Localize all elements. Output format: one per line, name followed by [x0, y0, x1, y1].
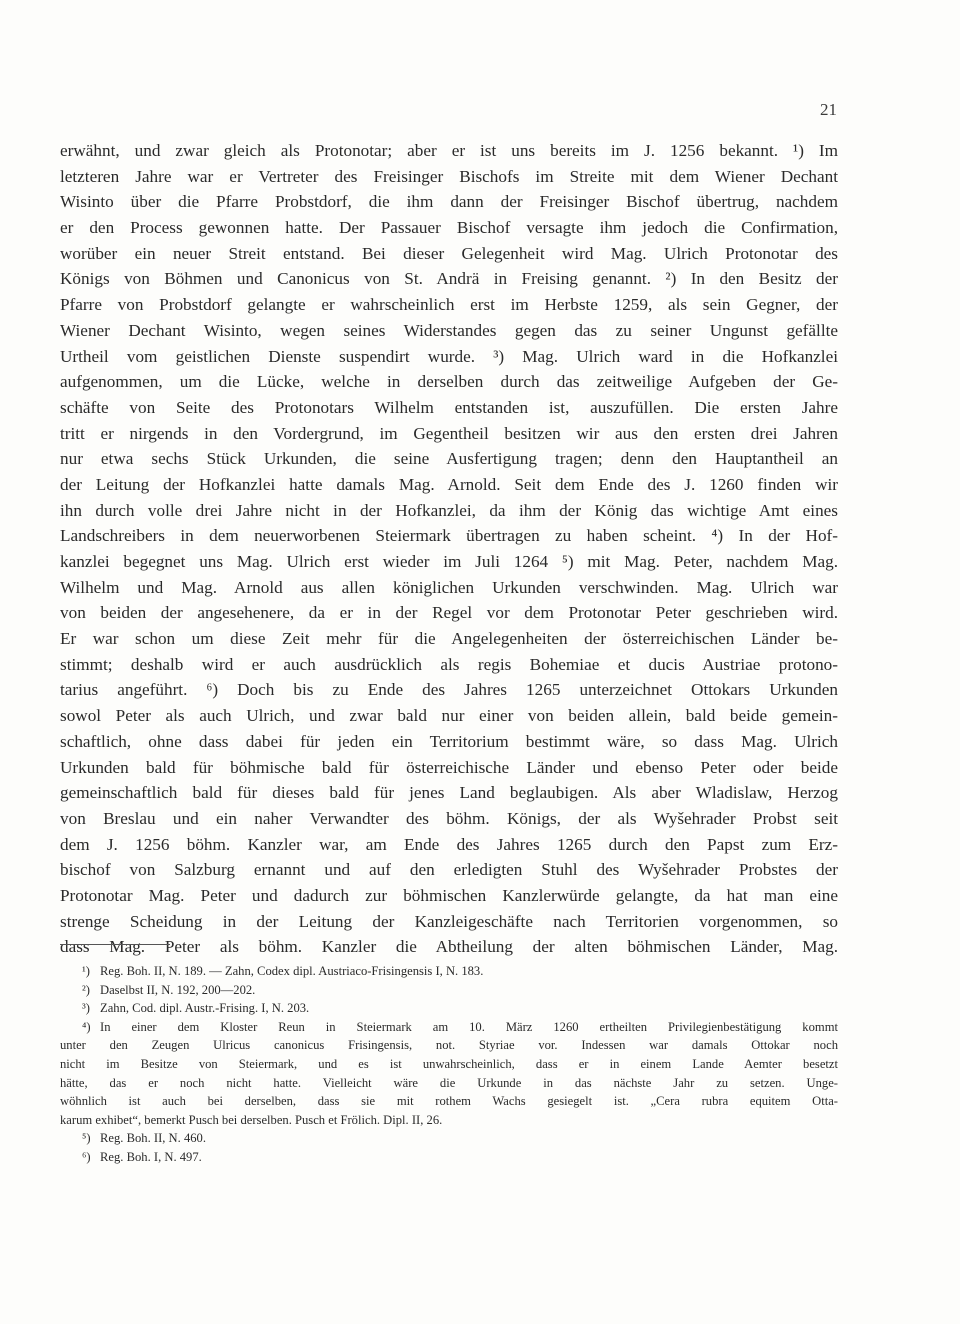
text-line: aufgenommen, um die Lücke, welche in derselben durch das zeitweilige Aufgeben der Ge-: [60, 372, 838, 392]
text-line: Pfarre von Probstdorf gelangte er wahrscheinlich erst im Herbste 1259, als sein Gegner, der: [60, 295, 838, 315]
footnote-item: [60, 981, 838, 1000]
footnote-text: In einer dem Kloster Reun in Steiermark am 10. März 1260 ertheilten Privilegienbestätigung kommt: [100, 1019, 838, 1034]
footnote-text: Reg. Boh. I, N. 497.: [100, 1149, 202, 1164]
text-line: letzteren Jahre war er Vertreter des Freisinger Bischofs im Streite mit dem Wiener Dechant: [60, 166, 838, 186]
footnote-text: Reg. Boh. II, N. 189. — Zahn, Codex dipl. Austriaco-Frisingensis I, N. 183.: [100, 964, 484, 978]
text-line: der Leitung der Hofkanzlei hatte damals Mag. Arnold. Seit dem Ende des J. 1260 finden wir: [60, 474, 838, 494]
text-line: Protonotar Mag. Peter und dadurch zur böhmischen Kanzlerwürde gelangte, da hat man eine: [60, 885, 838, 905]
footnote-item: [60, 1129, 838, 1148]
text-line: ihn durch volle drei Jahre nicht in der Hofkanzlei, da ihm der König das wichtige Amt eines: [60, 500, 838, 520]
footnote-continuation: nicht im Besitze von Steiermark, und es ist unwahrscheinlich, dass er in einem Lande Aemter besetzt: [60, 1056, 838, 1071]
text-line: sowol Peter als auch Ulrich, und zwar bald nur einer von beiden allein, bald beide gemein-: [60, 706, 838, 726]
text-line: tritt er nirgends in den Vordergrund, im Gegentheil besitzen wir aus den ersten drei Jahren: [60, 423, 838, 443]
footnote-continuation: wöhnlich ist auch bei derselben, dass sie mit rothem Wachs gesiegelt ist. „Cera rubra equitem Otta-: [60, 1094, 838, 1109]
text-line: Urkunden bald für böhmische bald für österreichische Länder und ebenso Peter oder beide: [60, 757, 838, 777]
text-line: gemeinschaftlich bald für dieses bald für jenes Land beglaubigen. Als aber Wladislaw, Herzog: [60, 783, 838, 803]
footnote-item: [60, 1148, 838, 1167]
text-line: Wiener Dechant Wisinto, wegen seines Widerstandes gegen das zu seiner Ungunst gefällte: [60, 320, 838, 340]
footnote-continuation: hätte, das er noch nicht hatte. Vielleicht wäre die Urkunde in das nächste Jahr zu setzen. Unge-: [60, 1075, 838, 1090]
text-line: von beiden der angesehenere, da er in der Regel vor dem Protonotar Peter geschrieben wird.: [60, 603, 838, 623]
text-line: Wilhelm und Mag. Arnold aus allen königlichen Urkunden verschwinden. Mag. Ulrich war: [60, 577, 838, 597]
text-line: dass Mag. Peter als böhm. Kanzler die Abtheilung der alten böhmischen Länder, Mag.: [60, 937, 838, 957]
footnote-divider: [60, 944, 170, 945]
text-line: kanzlei begegnet uns Mag. Ulrich erst wieder im Juli 1264 ⁵) mit Mag. Peter, nachdem Mag.: [60, 552, 838, 571]
text-line: stimmt; deshalb wird er auch ausdrücklich als regis Bohemiae et ducis Austriae protono-: [60, 654, 838, 674]
text-line: Wisinto über die Pfarre Probstdorf, die ihm dann der Freisinger Bischof übertrug, nachdem: [60, 192, 838, 212]
footnote-item: [60, 999, 838, 1018]
footnote-marker: ²): [82, 982, 90, 997]
text-line: Er war schon um diese Zeit mehr für die Angelegenheiten der österreichischen Länder be-: [60, 629, 838, 649]
text-line: tarius angeführt. ⁶) Doch bis zu Ende des Jahres 1265 unterzeichnet Ottokars Urkunden: [60, 680, 838, 700]
footnotes: [60, 962, 838, 1167]
text-line: Königs von Böhmen und Canonicus von St. Andrä in Freising genannt. ²) In den Besitz der: [60, 269, 838, 289]
footnote-continuation: karum exhibet“, bemerkt Pusch bei derselben. Pusch et Frölich. Dipl. II, 26.: [60, 1112, 443, 1127]
text-line: worüber ein neuer Streit entstand. Bei dieser Gelegenheit wird Mag. Ulrich Protonotar des: [60, 243, 838, 263]
text-line: er den Process gewonnen hatte. Der Passauer Bischof versagte ihm jedoch die Confirmation,: [60, 218, 838, 238]
footnote-marker: ⁴): [82, 1019, 91, 1034]
footnote-text: Daselbst II, N. 192, 200—202.: [100, 982, 256, 997]
text-line: nur etwa sechs Stück Urkunden, die seine Ausfertigung tragen; denn den Hauptantheil an: [60, 449, 838, 469]
text-line: erwähnt, und zwar gleich als Protonotar; aber er ist uns bereits im J. 1256 bekannt. ¹) Im: [60, 141, 838, 160]
footnote-continuation: unter den Zeugen Ulricus canonicus Frisingensis, not. Styriae vor. Indessen war damals Ottokar noch: [60, 1038, 838, 1053]
page-number: 21: [820, 100, 837, 119]
text-line: Urtheil vom geistlichen Dienste suspendirt wurde. ³) Mag. Ulrich ward in die Hofkanzlei: [60, 346, 838, 366]
text-line: strenge Scheidung in der Leitung der Kanzleigeschäfte nach Territorien vorgenommen, so: [60, 911, 838, 931]
text-line: schäfte von Seite des Protonotars Wilhelm entstanden ist, auszufüllen. Die ersten Jahre: [60, 397, 838, 417]
footnote-marker: ³): [82, 1001, 90, 1016]
footnote-text: Reg. Boh. II, N. 460.: [100, 1131, 206, 1146]
footnote-marker: ⁵): [82, 1131, 91, 1146]
text-line: bischof von Salzburg ernannt und auf den erledigten Stuhl des Wyšehrader Probstes der: [60, 860, 838, 880]
footnote-item: [60, 962, 838, 981]
footnote-marker: ⁶): [82, 1149, 91, 1164]
text-line: von Breslau und ein naher Verwandter des böhm. Königs, der als Wyšehrader Probst seit: [60, 808, 838, 828]
footnote-item: [60, 1018, 838, 1037]
footnote-marker: ¹): [82, 964, 90, 978]
text-line: Landschreibers in dem neuerworbenen Steiermark übertragen zu haben scheint. ⁴) In der Hof-: [60, 526, 838, 546]
text-line: dem J. 1256 böhm. Kanzler war, am Ende des Jahres 1265 durch den Papst zum Erz-: [60, 834, 838, 854]
main-text: [60, 138, 838, 960]
text-line: schaftlich, ohne dass dabei für jeden ein Territorium bestimmt wäre, so dass Mag. Ulrich: [60, 731, 838, 751]
footnote-text: Zahn, Cod. dipl. Austr.-Frising. I, N. 203.: [100, 1001, 310, 1016]
